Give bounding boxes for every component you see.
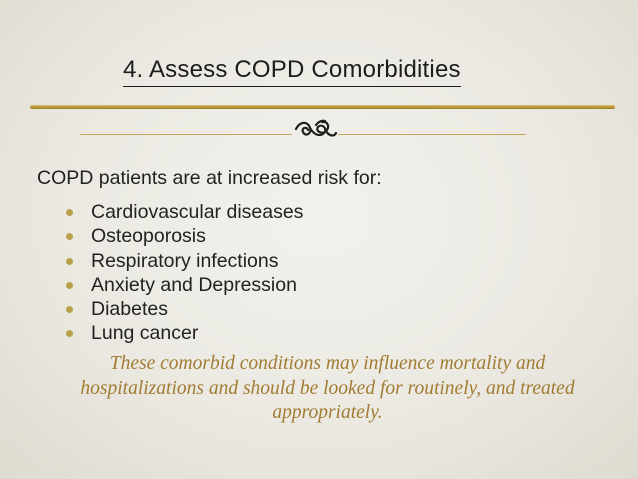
list-item [64,321,303,345]
list-item [64,224,303,248]
thin-divider-left [80,134,292,135]
list-item-label: Cardiovascular diseases [91,201,304,223]
list-item-label: Anxiety and Depression [91,273,297,296]
bullet-dot-icon [66,330,73,337]
gold-divider [30,105,615,109]
intro-text: COPD patients are at increased risk for: [37,167,382,189]
list-item [64,200,303,224]
thin-divider-right [338,134,526,135]
list-item-label: Osteoporosis [91,225,206,248]
bullet-dot-icon [66,209,73,216]
list-item [64,249,303,273]
comorbidity-list [64,200,303,346]
list-item [64,273,303,297]
bullet-dot-icon [66,282,73,289]
list-item-label: Diabetes [91,298,168,321]
flourish-ornament-icon [292,117,338,143]
bullet-dot-icon [66,258,73,265]
bullet-dot-icon [66,233,73,240]
slide-title: 4. Assess COPD Comorbidities [123,55,461,87]
list-item [64,297,303,321]
list-item-label: Respiratory infections [91,249,279,272]
bullet-dot-icon [66,306,73,313]
comorbidity-note: These comorbid conditions may influence mortality and hospitalizations and should be looked for routinely, and treated appropriately. [80,353,575,423]
list-item-label: Lung cancer [91,322,199,345]
